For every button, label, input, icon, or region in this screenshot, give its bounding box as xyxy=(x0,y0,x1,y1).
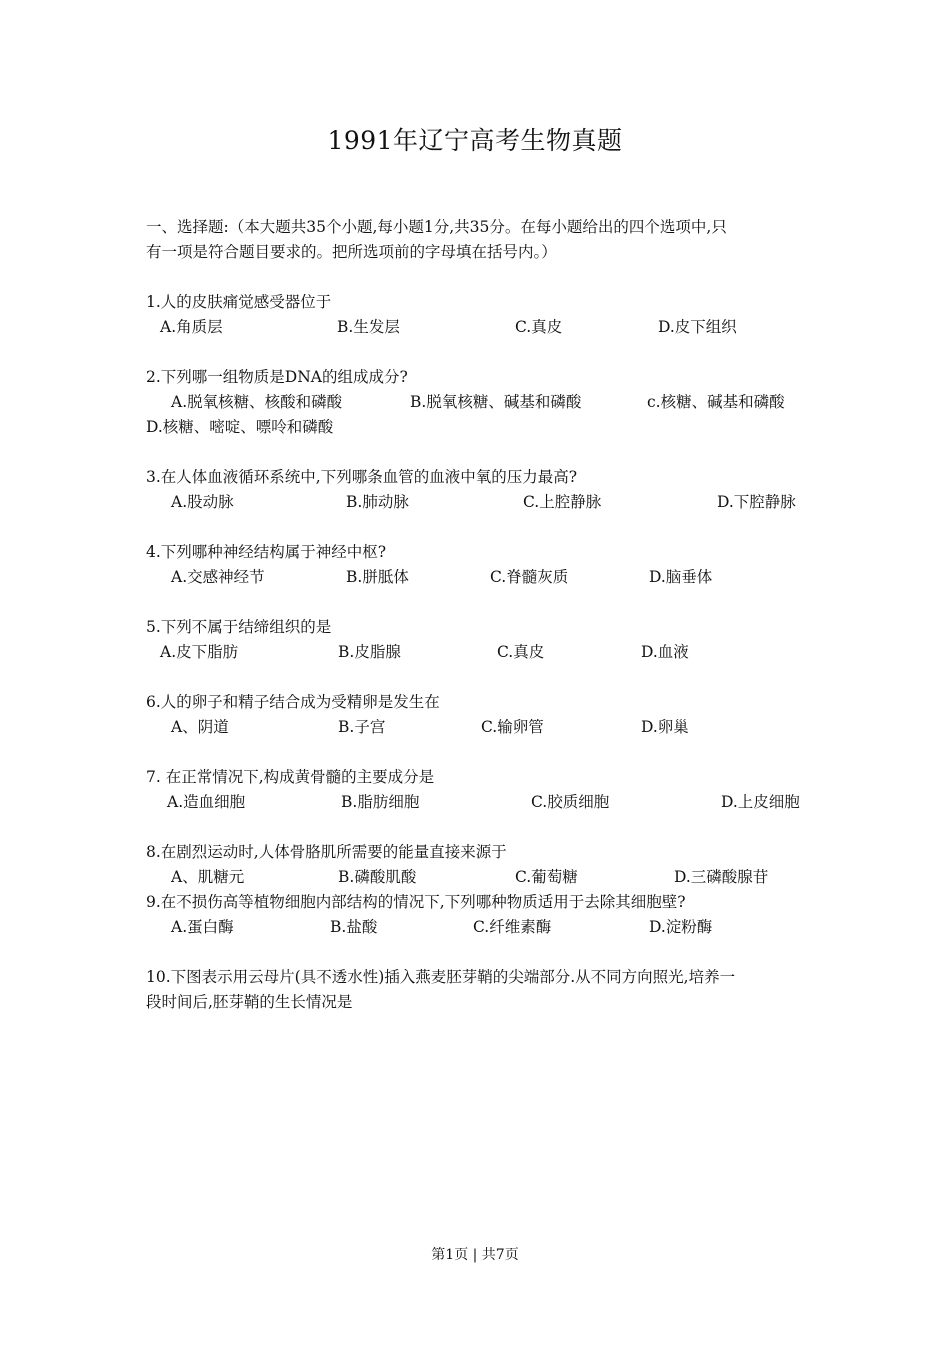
question-6-option-c: C.输卵管 xyxy=(481,718,544,736)
question-3-option-d: D.下腔静脉 xyxy=(717,493,796,511)
question-7-option-c: C.胶质细胞 xyxy=(531,793,610,811)
question-8-option-b: B.磷酸肌酸 xyxy=(338,868,417,886)
question-7-stem: 7. 在正常情况下,构成黄骨髓的主要成分是 xyxy=(146,768,435,786)
question-5-option-a: A.皮下脂肪 xyxy=(160,643,239,661)
question-1-option-d: D.皮下组织 xyxy=(658,318,737,336)
question-5-option-b: B.皮脂腺 xyxy=(338,643,401,661)
section-instruction-line-1: 一、选择题:（本大题共35个小题,每小题1分,共35分。在每小题给出的四个选项中,只 xyxy=(146,218,727,236)
question-3-stem: 3.在人体血液循环系统中,下列哪条血管的血液中氧的压力最高? xyxy=(146,468,578,486)
question-3-option-b: B.肺动脉 xyxy=(346,493,409,511)
question-6-option-d: D.卵巢 xyxy=(641,718,689,736)
question-4-stem: 4.下列哪种神经结构属于神经中枢? xyxy=(146,543,387,561)
question-2-stem: 2.下列哪一组物质是DNA的组成成分? xyxy=(146,368,408,386)
question-4-option-c: C.脊髓灰质 xyxy=(490,568,569,586)
question-7-option-b: B.脂肪细胞 xyxy=(341,793,420,811)
question-8-option-d: D.三磷酸腺苷 xyxy=(674,868,769,886)
page-title: 1991年辽宁高考生物真题 xyxy=(327,126,623,155)
question-2-option-c: c.核糖、碱基和磷酸 xyxy=(647,393,785,411)
question-9-option-d: D.淀粉酶 xyxy=(649,918,713,936)
question-9-option-c: C.纤维素酶 xyxy=(473,918,552,936)
question-7-option-d: D.上皮细胞 xyxy=(721,793,800,811)
question-4-option-d: D.脑垂体 xyxy=(649,568,713,586)
question-6-option-a: A、阴道 xyxy=(171,718,229,736)
question-2-option-d: D.核糖、嘧啶、嘌呤和磷酸 xyxy=(146,418,334,436)
question-10-stem-line-2: 段时间后,胚芽鞘的生长情况是 xyxy=(146,993,353,1011)
question-3-option-c: C.上腔静脉 xyxy=(523,493,602,511)
question-5-option-c: C.真皮 xyxy=(497,643,545,661)
question-5-option-d: D.血液 xyxy=(641,643,689,661)
question-6-option-b: B.子宫 xyxy=(338,718,386,736)
question-9-stem: 9.在不损伤高等植物细胞内部结构的情况下,下列哪种物质适用于去除其细胞壁? xyxy=(146,893,686,911)
question-8-stem: 8.在剧烈运动时,人体骨胳肌所需要的能量直接来源于 xyxy=(146,843,507,861)
question-1-option-c: C.真皮 xyxy=(515,318,563,336)
question-1-option-a: A.角质层 xyxy=(160,318,223,336)
question-1-option-b: B.生发层 xyxy=(337,318,400,336)
question-4-option-b: B.胼胝体 xyxy=(346,568,409,586)
question-2-option-a: A.脱氧核糖、核酸和磷酸 xyxy=(171,393,343,411)
question-9-option-a: A.蛋白酶 xyxy=(171,918,234,936)
page-footer: 第1页 | 共7页 xyxy=(431,1247,519,1263)
question-5-stem: 5.下列不属于结缔组织的是 xyxy=(146,618,332,636)
question-4-option-a: A.交感神经节 xyxy=(171,568,265,586)
question-8-option-c: C.葡萄糖 xyxy=(515,868,578,886)
question-10-stem-line-1: 10.下图表示用云母片(具不透水性)插入燕麦胚芽鞘的尖端部分.从不同方向照光,培养一 xyxy=(146,968,736,986)
question-2-option-b: B.脱氧核糖、碱基和磷酸 xyxy=(410,393,582,411)
question-7-option-a: A.造血细胞 xyxy=(167,793,246,811)
section-instruction-line-2: 有一项是符合题目要求的。把所选项前的字母填在括号内。） xyxy=(146,243,557,261)
question-9-option-b: B.盐酸 xyxy=(330,918,378,936)
question-1-stem: 1.人的皮肤痛觉感受器位于 xyxy=(146,293,332,311)
question-3-option-a: A.股动脉 xyxy=(171,493,234,511)
question-6-stem: 6.人的卵子和精子结合成为受精卵是发生在 xyxy=(146,693,440,711)
question-8-option-a: A、肌糖元 xyxy=(171,868,245,886)
